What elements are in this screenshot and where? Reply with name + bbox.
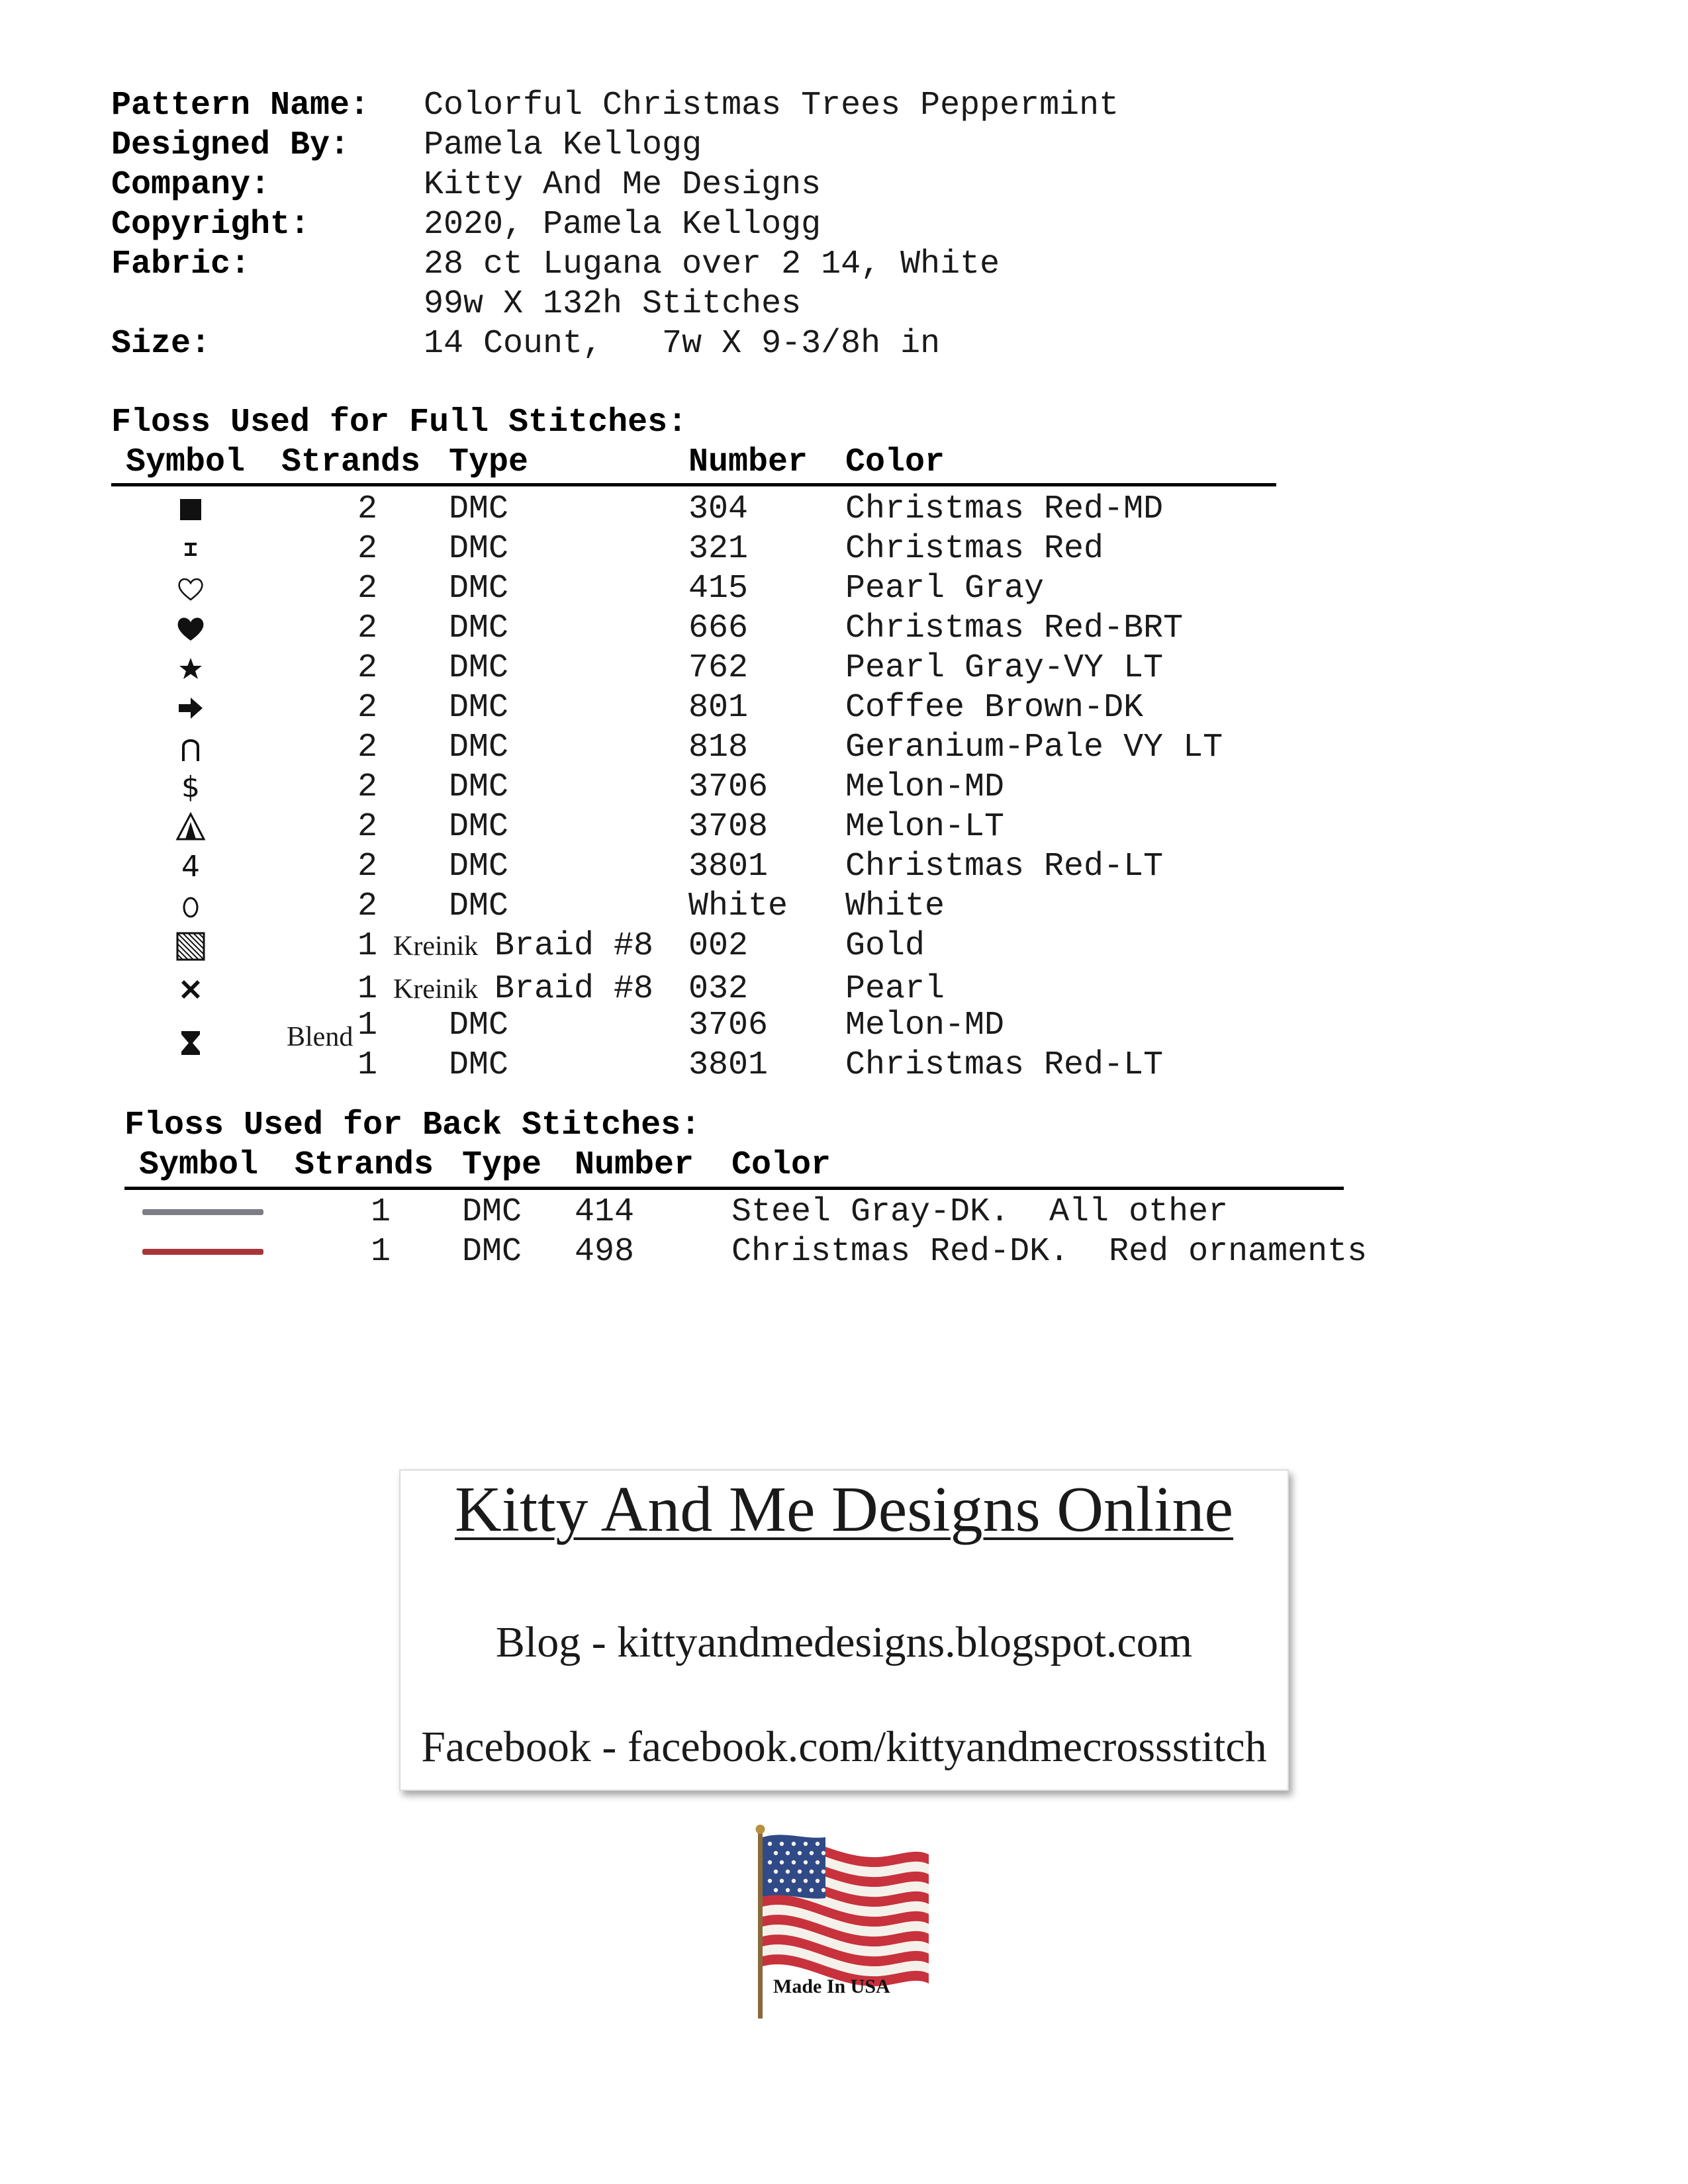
flag-star <box>774 1888 778 1892</box>
header-color: Color <box>731 1146 831 1184</box>
flag-star <box>774 1870 778 1874</box>
flag-star <box>792 1842 796 1846</box>
number-cell: 3706 <box>688 1007 769 1044</box>
color-cell: Christmas Red-BRT <box>845 610 1184 647</box>
pattern-info <box>111 86 1119 364</box>
color-cell: Geranium-Pale VY LT <box>845 729 1223 766</box>
color-cell: Melon-LT <box>845 808 1005 846</box>
flag-star <box>821 1888 825 1892</box>
color-cell: Pearl Gray <box>845 570 1045 608</box>
flag-pole-top <box>756 1825 765 1834</box>
info-label: Size: <box>111 325 211 363</box>
blog-link[interactable]: Blog - kittyandmedesigns.blogspot.com <box>495 1618 1193 1666</box>
strands-cell: 2 <box>357 530 378 568</box>
facebook-link[interactable]: Facebook - facebook.com/kittyandmecrossstitch <box>421 1723 1267 1771</box>
type-cell: DMC <box>449 530 509 568</box>
flag-star <box>810 1870 814 1874</box>
header-color: Color <box>845 443 945 481</box>
type-cell: DMC <box>449 490 509 528</box>
number-cell: 304 <box>688 490 749 528</box>
floss-row <box>0 887 1688 927</box>
type-prefix-cell: Kreinik <box>393 931 479 962</box>
number-cell: 032 <box>688 970 749 1008</box>
number-cell: 818 <box>688 729 749 766</box>
type-cell: DMC <box>462 1233 522 1271</box>
strands-cell: 2 <box>357 610 378 647</box>
info-value: 28 ct Lugana over 2 14, White <box>424 246 1000 283</box>
full-stitches-rule <box>111 483 1276 486</box>
four-glyph: 4 <box>181 850 200 884</box>
floss-row <box>0 927 1688 966</box>
info-row <box>111 245 1119 285</box>
type-cell: DMC <box>449 808 509 846</box>
made-in-usa-caption: Made In USA <box>773 1976 890 1997</box>
strands-cell: 1 <box>371 1193 391 1231</box>
floss-row <box>0 768 1688 807</box>
header-number: Number <box>688 443 808 481</box>
color-cell: Melon-MD <box>845 768 1005 806</box>
full-stitches-header <box>0 443 1688 483</box>
flag-star <box>810 1851 814 1855</box>
info-value: Colorful Christmas Trees Peppermint <box>424 87 1119 124</box>
floss-row <box>0 970 1688 1009</box>
info-row <box>111 205 1119 245</box>
flag-star <box>768 1860 772 1864</box>
strands-cell: 2 <box>357 768 378 806</box>
number-cell: 3801 <box>688 1046 769 1084</box>
flag-star <box>798 1851 802 1855</box>
info-label: Company: <box>111 166 271 204</box>
color-cell: Coffee Brown-DK <box>845 689 1144 727</box>
number-cell: 414 <box>575 1193 635 1231</box>
color-cell: Christmas Red-DK. Red ornaments <box>731 1233 1368 1271</box>
blend-row <box>0 1006 1688 1046</box>
color-cell: Melon-MD <box>845 1007 1005 1044</box>
info-row <box>111 126 1119 165</box>
backstitch-row <box>0 1193 1688 1232</box>
color-cell: Christmas Red-LT <box>845 1046 1164 1084</box>
strands-cell: 2 <box>357 808 378 846</box>
color-cell: Christmas Red-MD <box>845 490 1164 528</box>
color-cell: Christmas Red-LT <box>845 848 1164 886</box>
floss-row <box>0 807 1688 847</box>
header-number: Number <box>575 1146 694 1184</box>
number-cell: 801 <box>688 689 749 727</box>
blend-label: Blend <box>287 1022 353 1052</box>
flag-star <box>768 1842 772 1846</box>
type-cell: DMC <box>449 1046 509 1084</box>
flag-star <box>804 1842 808 1846</box>
dollar-glyph: $ <box>181 770 200 804</box>
back-stitches-title: Floss Used for Back Stitches: <box>124 1107 701 1144</box>
flag-star <box>792 1879 796 1883</box>
floss-row <box>0 847 1688 887</box>
type-cell: DMC <box>449 1007 509 1044</box>
full-stitches-title: Floss Used for Full Stitches: <box>111 404 688 441</box>
type-prefix-cell: Kreinik <box>393 974 479 1005</box>
color-cell: Steel Gray-DK. All other <box>731 1193 1229 1231</box>
header-symbol: Symbol <box>139 1146 259 1184</box>
info-label: Fabric: <box>111 246 251 283</box>
flag-star <box>768 1879 772 1883</box>
type-cell: Braid #8 <box>494 927 654 965</box>
info-value: 2020, Pamela Kellogg <box>424 206 821 244</box>
header-strands: Strands <box>281 443 421 481</box>
strands-cell: 1 <box>357 1046 378 1084</box>
number-cell: 3706 <box>688 768 769 806</box>
flag-star <box>792 1860 796 1864</box>
color-cell: Pearl Gray-VY LT <box>845 649 1164 687</box>
strands-cell: 1 <box>357 927 378 965</box>
info-value: Pamela Kellogg <box>424 126 702 164</box>
strands-cell: 2 <box>357 848 378 886</box>
strands-cell: 1 <box>357 970 378 1008</box>
type-cell: DMC <box>449 729 509 766</box>
type-cell: DMC <box>449 649 509 687</box>
flag-star <box>780 1860 784 1864</box>
floss-row <box>0 529 1688 569</box>
flag-star <box>780 1879 784 1883</box>
flag-star <box>786 1851 790 1855</box>
flag-star <box>816 1879 820 1883</box>
strands-cell: 1 <box>371 1233 391 1271</box>
info-row <box>111 324 1119 364</box>
floss-row <box>0 649 1688 688</box>
header-symbol: Symbol <box>126 443 246 481</box>
strands-cell: 2 <box>357 490 378 528</box>
flag-star <box>780 1842 784 1846</box>
strands-cell: 2 <box>357 887 378 925</box>
type-cell: DMC <box>462 1193 522 1231</box>
info-label: Pattern Name: <box>111 87 370 124</box>
floss-row <box>0 490 1688 529</box>
flag-star <box>804 1860 808 1864</box>
info-row <box>111 86 1119 126</box>
info-value: 14 Count, 7w X 9-3/8h in <box>424 325 941 363</box>
info-row <box>111 285 1119 324</box>
type-cell: DMC <box>449 689 509 727</box>
flag-star <box>821 1870 825 1874</box>
strands-cell: 1 <box>357 1007 378 1044</box>
info-row <box>111 165 1119 205</box>
online-info-box <box>399 1469 1289 1791</box>
info-label: Copyright: <box>111 206 310 244</box>
flag-star <box>798 1870 802 1874</box>
online-title <box>400 1471 1288 1549</box>
number-cell: 498 <box>575 1233 635 1271</box>
flag-star <box>810 1888 814 1892</box>
strands-cell: 2 <box>357 689 378 727</box>
type-cell: DMC <box>449 848 509 886</box>
info-label <box>111 285 424 324</box>
number-cell: 762 <box>688 649 749 687</box>
color-cell: Christmas Red <box>845 530 1104 568</box>
number-cell: White <box>688 887 788 925</box>
strands-cell: 2 <box>357 649 378 687</box>
type-cell: DMC <box>449 570 509 608</box>
number-cell: 321 <box>688 530 749 568</box>
header-strands: Strands <box>295 1146 434 1184</box>
floss-row <box>0 688 1688 728</box>
type-cell: Braid #8 <box>494 970 654 1008</box>
flag-star <box>816 1860 820 1864</box>
number-cell: 666 <box>688 610 749 647</box>
type-cell: DMC <box>449 610 509 647</box>
header-type: Type <box>462 1146 542 1184</box>
color-cell: Gold <box>845 927 925 965</box>
number-cell: 3801 <box>688 848 769 886</box>
info-label: Designed By: <box>111 126 350 164</box>
flag-star <box>786 1888 790 1892</box>
back-stitches-rule <box>124 1187 1344 1190</box>
flag-star <box>804 1879 808 1883</box>
info-value: Kitty And Me Designs <box>424 166 821 204</box>
number-cell: 415 <box>688 570 749 608</box>
online-title-text: Kitty And Me Designs Online <box>455 1474 1233 1545</box>
color-cell: White <box>845 887 945 925</box>
blend-row <box>0 1046 1688 1085</box>
flag-star <box>816 1842 820 1846</box>
type-cell: DMC <box>449 768 509 806</box>
floss-row <box>0 609 1688 649</box>
number-cell: 002 <box>688 927 749 965</box>
floss-row <box>0 569 1688 609</box>
flag-star <box>821 1851 825 1855</box>
back-stitches-header <box>0 1146 1688 1186</box>
info-value: 99w X 132h Stitches <box>424 285 802 323</box>
number-cell: 3708 <box>688 808 769 846</box>
type-cell: DMC <box>449 887 509 925</box>
flag-pole <box>758 1832 763 2019</box>
strands-cell: 2 <box>357 729 378 766</box>
floss-row <box>0 728 1688 768</box>
flag-star <box>786 1870 790 1874</box>
backstitch-row <box>0 1232 1688 1272</box>
header-type: Type <box>449 443 529 481</box>
flag-star <box>774 1851 778 1855</box>
strands-cell: 2 <box>357 570 378 608</box>
color-cell: Pearl <box>845 970 945 1008</box>
flag-star <box>798 1888 802 1892</box>
